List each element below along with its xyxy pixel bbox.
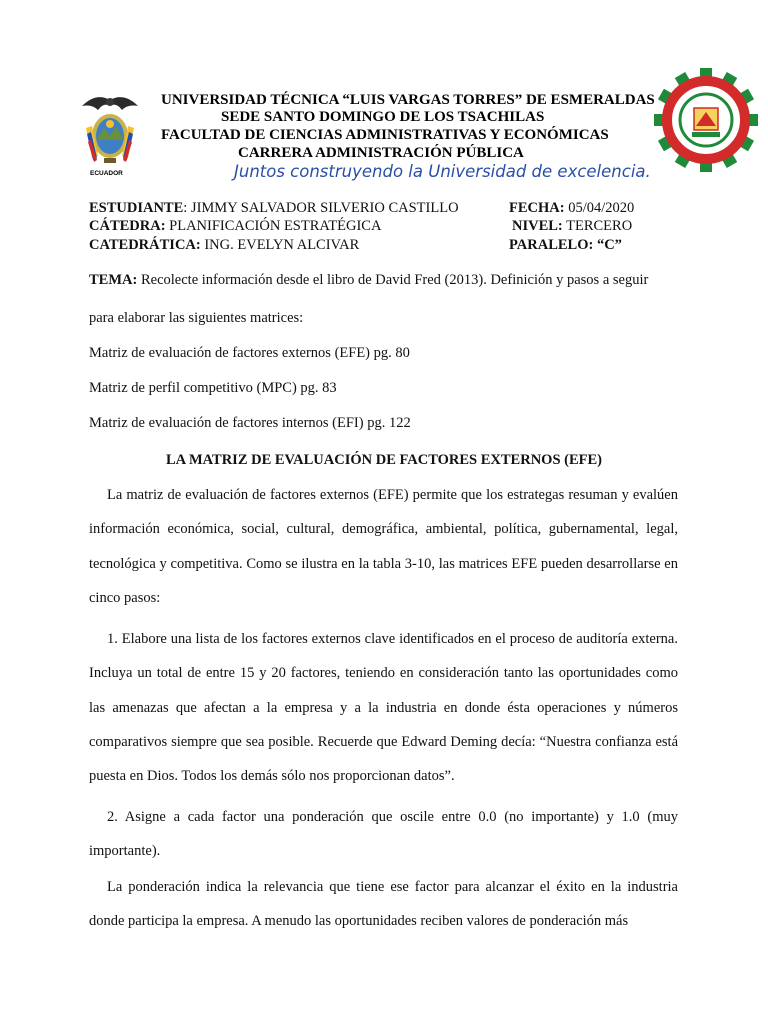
date-line bbox=[509, 200, 634, 217]
body-paragraph: 1. Elabore una lista de los factores externos clave identificados en el proceso de auditoría externa. Incluya un total de entre 15 y 20 factores, teniendo en consideración tanto las oportunidades como las amenazas que afectan a la empresa y a la industria en donde ésta operaciones y números comparativos siempre que sea posible. Recuerde que Edward Deming decía: “Nuestra confianza está puesta en Dios. Todos los demás sólo nos proporcionan datos”. bbox=[89, 631, 678, 785]
level-value: TERCERO bbox=[562, 218, 633, 234]
list-item: Matriz de evaluación de factores externos (EFE) pg. 80 bbox=[89, 345, 410, 361]
career-name: CARRERA ADMINISTRACIÓN PÚBLICA bbox=[238, 145, 524, 161]
student-line bbox=[89, 200, 459, 217]
section-line bbox=[509, 237, 622, 254]
university-slogan: Juntos construyendo la Universidad de excelencia. bbox=[234, 162, 651, 181]
topic-text: Recolecte información desde el libro de David Fred (2013). Definición y pasos a seguir bbox=[137, 272, 649, 288]
level-label: NIVEL: bbox=[512, 218, 563, 234]
faculty-name: FACULTAD DE CIENCIAS ADMINISTRATIVAS Y ECONÓMICAS bbox=[161, 127, 609, 143]
chair-line bbox=[89, 218, 381, 235]
professor-label: CATEDRÁTICA: bbox=[89, 237, 201, 253]
topic-line bbox=[89, 272, 648, 289]
list-item: Matriz de evaluación de factores internos (EFI) pg. 122 bbox=[89, 415, 411, 431]
professor-line bbox=[89, 237, 359, 254]
chair-label: CÁTEDRA: bbox=[89, 218, 166, 234]
student-label: ESTUDIANTE bbox=[89, 200, 184, 216]
topic-label: TEMA: bbox=[89, 272, 138, 288]
ecuador-coat-of-arms-icon bbox=[78, 88, 142, 168]
crest-caption: ECUADOR bbox=[90, 170, 123, 177]
level-line bbox=[512, 218, 632, 235]
list-item: Matriz de perfil competitivo (MPC) pg. 83 bbox=[89, 380, 337, 396]
section-value: “C” bbox=[593, 237, 622, 253]
campus-name: SEDE SANTO DOMINGO DE LOS TSACHILAS bbox=[221, 109, 545, 125]
body-paragraph: La ponderación indica la relevancia que tiene ese factor para alcanzar el éxito en la industria donde participa la empresa. A menudo las oportunidades reciben valores de ponderación más bbox=[89, 879, 678, 930]
professor-value: ING. EVELYN ALCIVAR bbox=[200, 237, 360, 253]
date-value: 05/04/2020 bbox=[564, 200, 635, 216]
chair-value: PLANIFICACIÓN ESTRATÉGICA bbox=[165, 218, 382, 234]
body-paragraph: La matriz de evaluación de factores externos (EFE) permite que los estrategas resuman y evalúen información económica, social, cultural, demográfica, ambiental, política, gubernamental, legal, tecnológica y competitiva. Como se ilustra en la tabla 3-10, las matrices EFE pueden desarrollarse en cinco pasos: bbox=[89, 487, 678, 606]
topic-continuation: para elaborar las siguientes matrices: bbox=[89, 310, 304, 326]
student-value: : JIMMY SALVADOR SILVERIO CASTILLO bbox=[183, 200, 459, 216]
body-paragraph: 2. Asigne a cada factor una ponderación que oscile entre 0.0 (no importante) y 1.0 (muy importante). bbox=[89, 809, 678, 860]
university-name: UNIVERSIDAD TÉCNICA “LUIS VARGAS TORRES” DE ESMERALDAS bbox=[161, 92, 655, 108]
section-label: PARALELO: bbox=[509, 237, 594, 253]
date-label: FECHA: bbox=[509, 200, 565, 216]
section-heading: LA MATRIZ DE EVALUACIÓN DE FACTORES EXTERNOS (EFE) bbox=[165, 452, 602, 468]
university-seal-icon bbox=[654, 68, 758, 172]
